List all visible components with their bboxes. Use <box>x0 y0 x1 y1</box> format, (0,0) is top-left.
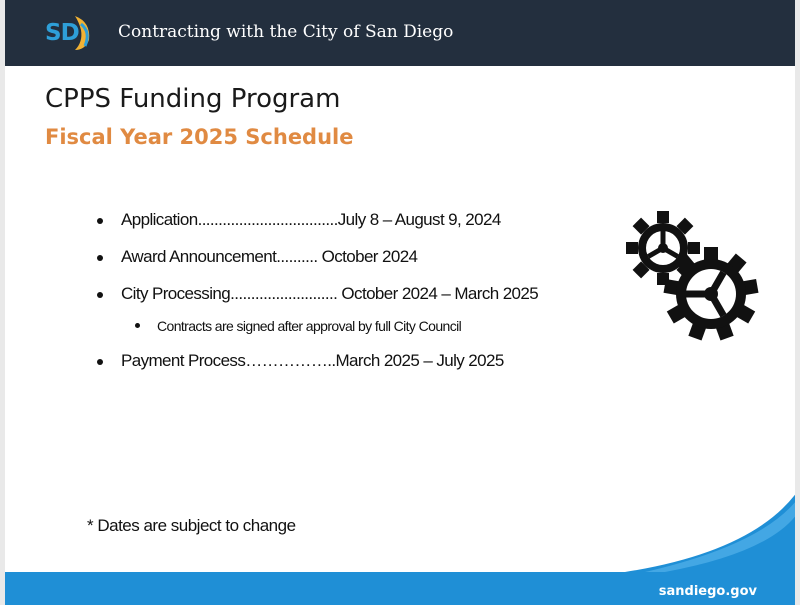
logo-text: SD <box>45 20 79 46</box>
sd-logo-icon <box>45 12 97 54</box>
schedule-subitem-text: Contracts are signed after approval by full City Council <box>157 318 462 334</box>
schedule-item-date: July 8 – August 9, 2024 <box>337 210 501 229</box>
page-title: CPPS Funding Program <box>45 84 341 114</box>
dates-note: * Dates are subject to change <box>87 516 296 535</box>
schedule-item-label: Application.................................. <box>121 210 338 229</box>
schedule-item-application <box>97 208 617 245</box>
bullet <box>97 218 103 224</box>
footer-url[interactable]: sandiego.gov <box>658 584 757 599</box>
gears-icon <box>625 208 765 348</box>
schedule-item-payment <box>97 349 617 386</box>
schedule-list <box>97 208 617 386</box>
bullet <box>97 292 103 298</box>
bullet <box>135 323 140 328</box>
schedule-item-label: Award Announcement.......... <box>121 247 318 266</box>
bullet <box>97 255 103 261</box>
schedule-item-city-processing <box>97 282 617 319</box>
page-subtitle: Fiscal Year 2025 Schedule <box>45 125 354 149</box>
bullet <box>97 359 103 365</box>
schedule-item-award <box>97 245 617 282</box>
schedule-item-date: March 2025 – July 2025 <box>335 351 504 370</box>
schedule-item-label: Payment Process…………….. <box>121 351 336 370</box>
schedule-item-date: October 2024 <box>317 247 418 266</box>
schedule-item-label: City Processing.......................... <box>121 284 338 303</box>
header-bar <box>5 0 800 66</box>
schedule-item-date: October 2024 – March 2025 <box>337 284 539 303</box>
header-title: Contracting with the City of San Diego <box>118 22 454 42</box>
schedule-subitem-contracts <box>97 315 617 349</box>
